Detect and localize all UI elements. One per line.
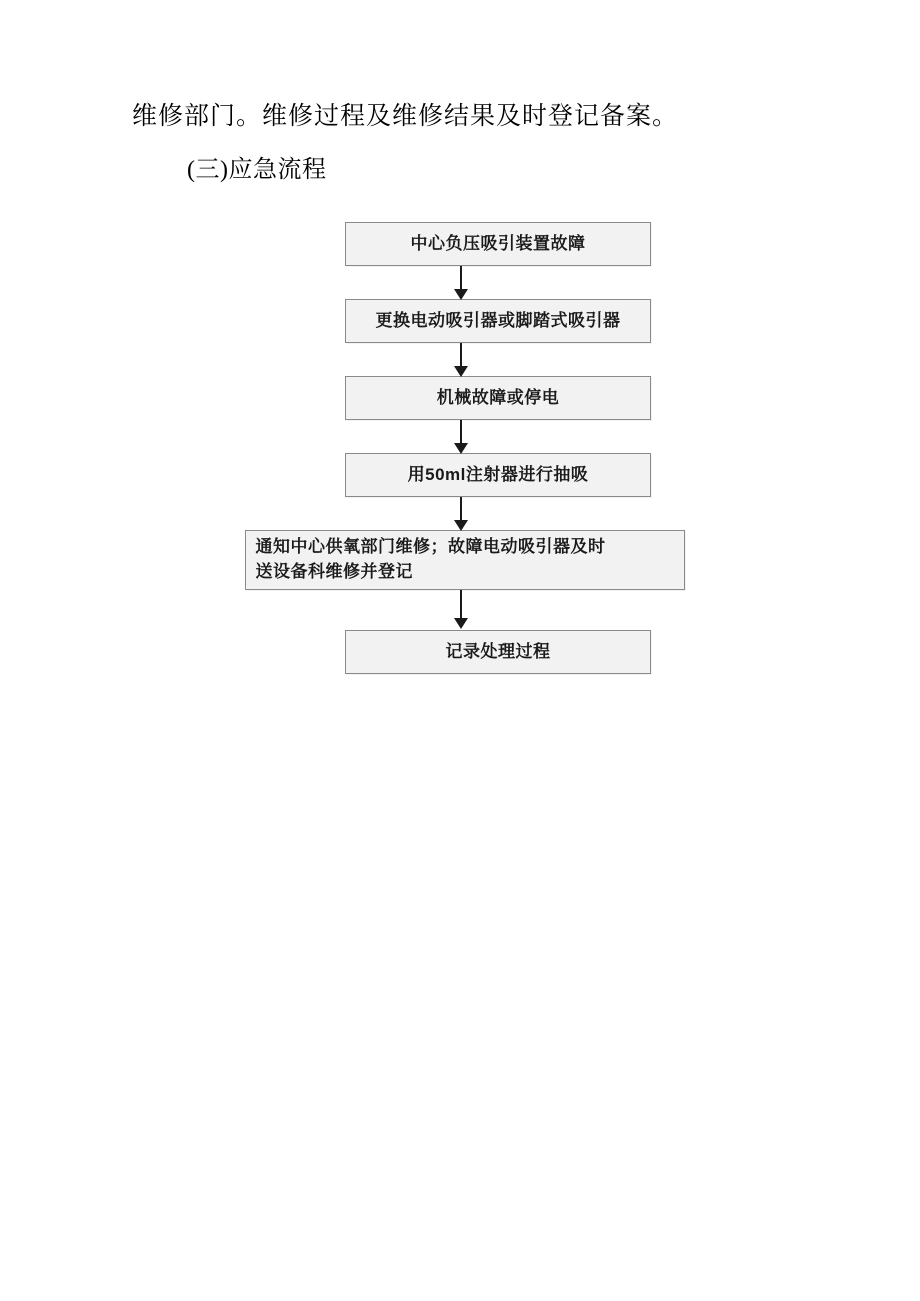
flow-node-label: 更换电动吸引器或脚踏式吸引器	[375, 310, 621, 330]
flow-arrow-2	[238, 343, 688, 376]
flow-node-row	[238, 530, 688, 590]
flow-arrow-1	[238, 266, 688, 299]
arrow-stem	[460, 343, 462, 368]
arrow-stem	[460, 420, 462, 445]
arrow-head-icon	[454, 366, 468, 377]
flow-node-row	[238, 222, 688, 266]
flow-arrow-4	[238, 497, 688, 530]
arrow-head-icon	[454, 618, 468, 629]
flow-node-label-block	[256, 535, 606, 584]
arrow-stem	[460, 590, 462, 620]
flow-node-label: 中心负压吸引装置故障	[410, 233, 586, 253]
flow-node-label-line2: 送设备科维修并登记	[255, 562, 413, 581]
body-paragraph-line: 维修部门。维修过程及维修结果及时登记备案。	[132, 103, 679, 130]
flow-node-label: 记录处理过程	[445, 641, 551, 661]
flow-node-syringe-suction	[345, 453, 651, 497]
flow-node-row	[238, 453, 688, 497]
flow-node-record-process	[345, 630, 651, 674]
flow-node-notify-repair	[245, 530, 685, 590]
arrow-head-icon	[454, 289, 468, 300]
emergency-flowchart	[238, 222, 688, 674]
section-heading: (三)应急流程	[187, 157, 327, 183]
flow-arrow-3	[238, 420, 688, 453]
flow-node-row	[238, 376, 688, 420]
arrow-head-icon	[454, 520, 468, 531]
flow-node-row	[238, 630, 688, 674]
arrow-head-icon	[454, 443, 468, 454]
flow-node-device-failure	[345, 222, 651, 266]
arrow-stem	[460, 497, 462, 522]
arrow-stem	[460, 266, 462, 291]
flow-node-mechanical-failure	[345, 376, 651, 420]
flow-node-label-line1: 通知中心供氧部门维修；故障电动吸引器及时	[255, 537, 606, 557]
flow-node-row	[238, 299, 688, 343]
flow-node-label: 机械故障或停电	[436, 387, 560, 407]
flow-node-label: 用50ml注射器进行抽吸	[407, 464, 589, 484]
flow-arrow-5	[238, 590, 688, 630]
flow-node-replace-suction	[345, 299, 651, 343]
